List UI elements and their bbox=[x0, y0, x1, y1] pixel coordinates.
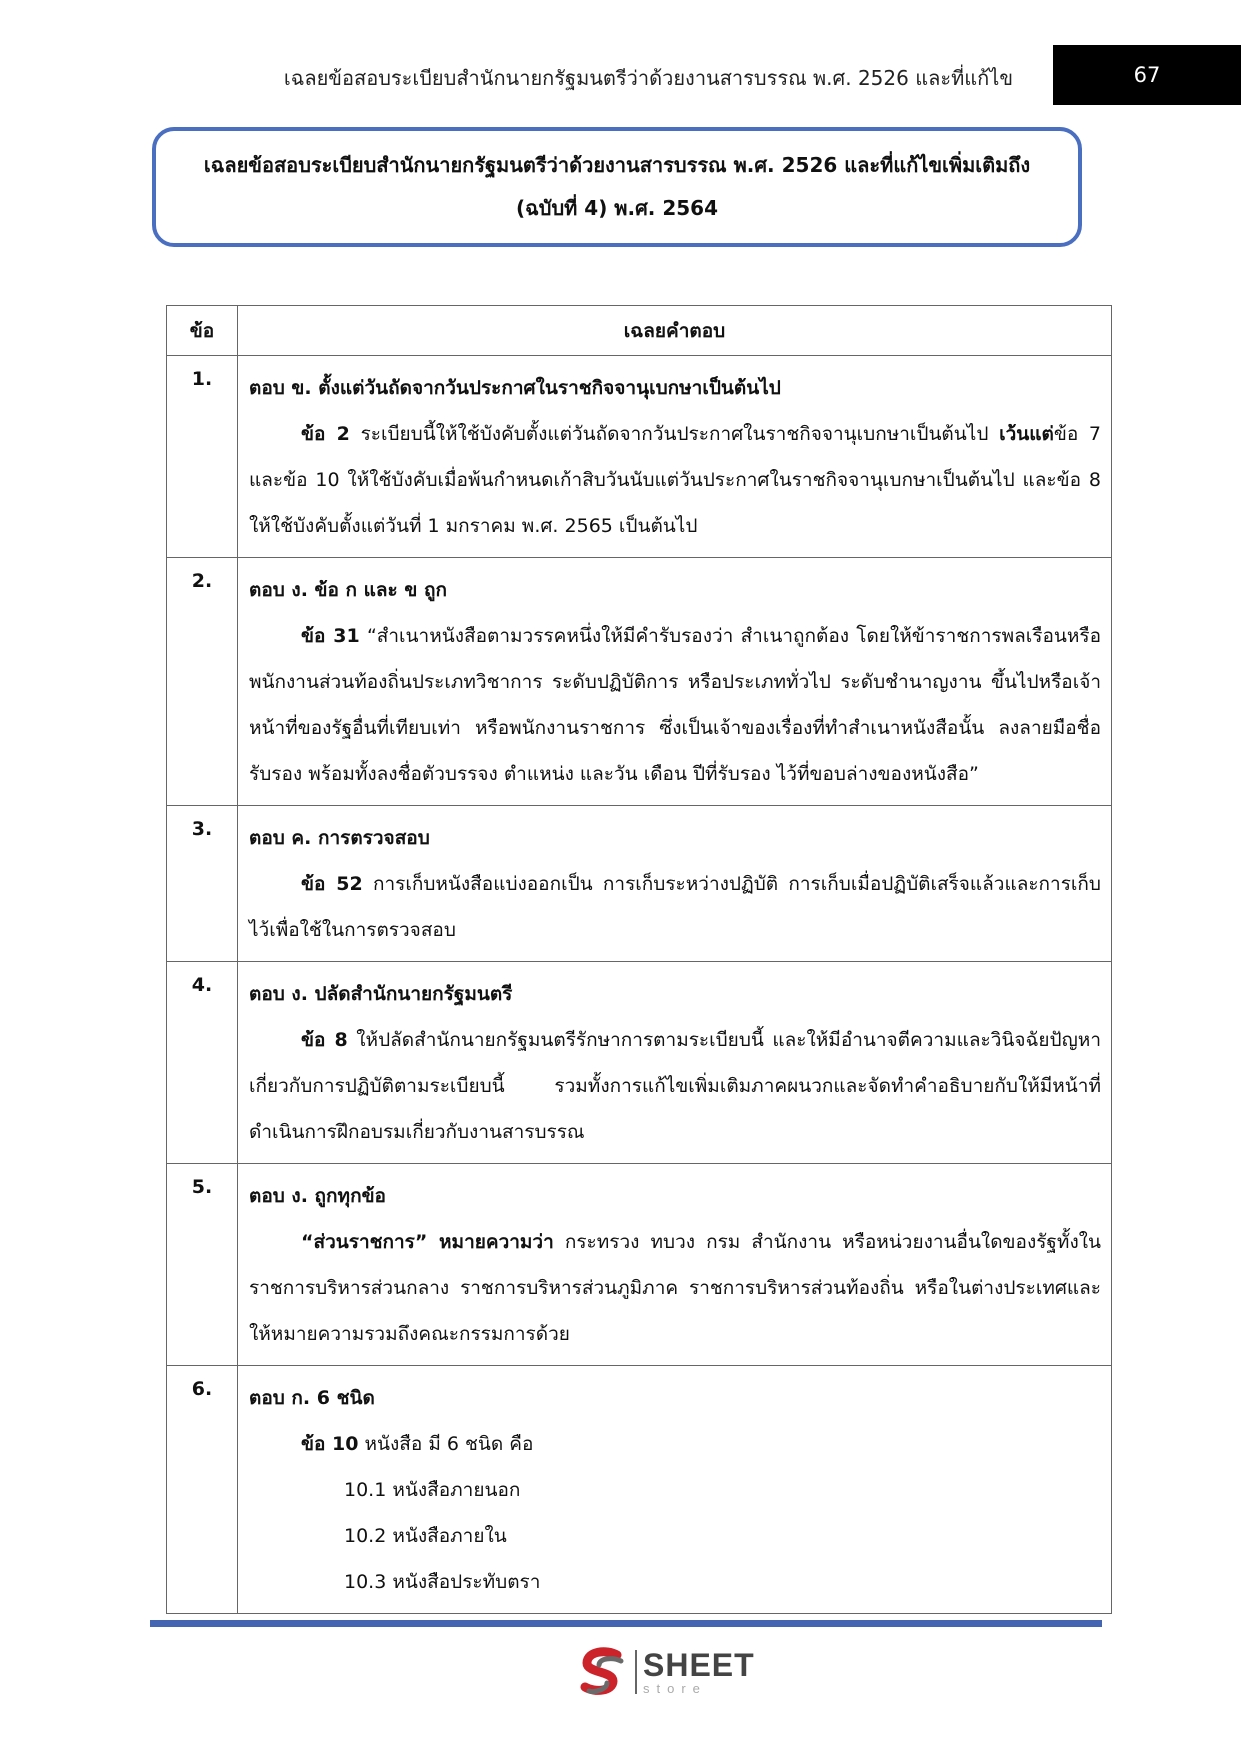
explanation-text: กระทรวง ทบวง กรม สำนักงาน หรือหน่วยงานอื่นใดของรัฐทั้งในราชการบริหารส่วนกลาง ราชการบริหารส่วนภูมิภาค ราชการบริหารส่วนท้องถิ่น หรือในต่างประเทศและให้หมายความรวมถึงคณะกรรมการด้วย bbox=[249, 1231, 1101, 1345]
clause-ref: ข้อ 8 bbox=[301, 1029, 348, 1051]
clause-ref: ข้อ 52 bbox=[301, 873, 363, 895]
answer-line: ตอบ ง. ข้อ ก และ ข ถูก bbox=[249, 579, 447, 601]
list-item: 10.3 หนังสือประทับตรา bbox=[344, 1571, 541, 1593]
answer-cell bbox=[238, 356, 1112, 558]
answer-cell bbox=[238, 1366, 1112, 1614]
running-header: เฉลยข้อสอบระเบียบสำนักนายกรัฐมนตรีว่าด้วยงานสารบรรณ พ.ศ. 2526 และที่แก้ไข bbox=[283, 66, 1013, 90]
explanation-text-2: ข้อ 7 และข้อ 10 ให้ใช้บังคับเมื่อพ้นกำหนดเก้าสิบวันนับแต่วันประกาศในราชกิจจานุเบกษาเป็นต้นไป และข้อ 8 ให้ใช้บังคับตั้งแต่วันที่ 1 มกราคม พ.ศ. 2565 เป็นต้นไป bbox=[249, 423, 1102, 537]
title-box bbox=[152, 127, 1082, 247]
answer-table bbox=[166, 305, 1112, 1614]
sheet-store-logo bbox=[577, 1645, 755, 1699]
definition-term: “ส่วนราชการ” หมายความว่า bbox=[301, 1231, 554, 1253]
row-number: 5. bbox=[167, 1164, 238, 1366]
answer-line: ตอบ ข. ตั้งแต่วันถัดจากวันประกาศในราชกิจจานุเบกษาเป็นต้นไป bbox=[249, 377, 781, 399]
logo-text bbox=[643, 1649, 755, 1695]
clause-ref: ข้อ 31 bbox=[301, 625, 360, 647]
clause-emphasis: เว้นแต่ bbox=[999, 423, 1054, 445]
row-number: 6. bbox=[167, 1366, 238, 1614]
table-row bbox=[167, 806, 1112, 962]
table-row bbox=[167, 1366, 1112, 1614]
row-number: 4. bbox=[167, 962, 238, 1164]
column-header-no: ข้อ bbox=[167, 306, 238, 356]
clause-ref: ข้อ 2 bbox=[301, 423, 350, 445]
table-header-row bbox=[167, 306, 1112, 356]
explanation-text: ให้ปลัดสำนักนายกรัฐมนตรีรักษาการตามระเบียบนี้ และให้มีอำนาจตีความและวินิจฉัยปัญหาเกี่ยวกับการปฏิบัติตามระเบียบนี้ รวมทั้งการแก้ไขเพิ่มเติมภาคผนวกและจัดทำคำอธิบายกับให้มีหน้าที่ดำเนินการฝึกอบรมเกี่ยวกับงานสารบรรณ bbox=[249, 1029, 1101, 1143]
answer-cell bbox=[238, 558, 1112, 806]
list-item: 10.1 หนังสือภายนอก bbox=[344, 1479, 521, 1501]
title-line-2: (ฉบับที่ 4) พ.ศ. 2564 bbox=[515, 196, 719, 220]
explanation bbox=[249, 1219, 1101, 1357]
answer-cell bbox=[238, 806, 1112, 962]
table-row bbox=[167, 558, 1112, 806]
page-number: 67 bbox=[1053, 45, 1241, 105]
explanation-text: หนังสือ มี 6 ชนิด คือ bbox=[358, 1433, 534, 1455]
explanation-text: ระเบียบนี้ให้ใช้บังคับตั้งแต่วันถัดจากวันประกาศในราชกิจจานุเบกษาเป็นต้นไป bbox=[349, 423, 1000, 445]
logo-sub: store bbox=[643, 1681, 707, 1696]
row-number: 2. bbox=[167, 558, 238, 806]
explanation bbox=[249, 1017, 1101, 1155]
row-number: 1. bbox=[167, 356, 238, 558]
clause-ref: ข้อ 10 bbox=[301, 1433, 359, 1455]
list-item: 10.2 หนังสือภายใน bbox=[344, 1525, 507, 1547]
answer-line: ตอบ ค. การตรวจสอบ bbox=[249, 827, 430, 849]
answer-cell bbox=[238, 962, 1112, 1164]
sheet-logo-icon bbox=[577, 1645, 631, 1699]
answer-cell bbox=[238, 1164, 1112, 1366]
explanation bbox=[249, 1421, 1101, 1467]
title-line-1: เฉลยข้อสอบระเบียบสำนักนายกรัฐมนตรีว่าด้วยงานสารบรรณ พ.ศ. 2526 และที่แก้ไขเพิ่มเติมถึง bbox=[203, 153, 1031, 177]
logo-name: SHEET bbox=[643, 1647, 755, 1683]
explanation-text: การเก็บหนังสือแบ่งออกเป็น การเก็บระหว่างปฏิบัติ การเก็บเมื่อปฏิบัติเสร็จแล้วและการเก็บไว้เพื่อใช้ในการตรวจสอบ bbox=[249, 873, 1101, 941]
table-row bbox=[167, 1164, 1112, 1366]
logo-divider bbox=[635, 1650, 637, 1694]
row-number: 3. bbox=[167, 806, 238, 962]
explanation bbox=[249, 861, 1101, 953]
table-row bbox=[167, 962, 1112, 1164]
explanation bbox=[249, 613, 1101, 797]
answer-line: ตอบ ก. 6 ชนิด bbox=[249, 1387, 375, 1409]
column-header-answer: เฉลยคำตอบ bbox=[238, 306, 1112, 356]
footer-rule bbox=[150, 1620, 1102, 1627]
answer-line: ตอบ ง. ถูกทุกข้อ bbox=[249, 1185, 386, 1207]
explanation-text: “สำเนาหนังสือตามวรรคหนึ่งให้มีคำรับรองว่า สำเนาถูกต้อง โดยให้ข้าราชการพลเรือนหรือพนักงานส่วนท้องถิ่นประเภทวิชาการ ระดับปฏิบัติการ หรือประเภททั่วไป ระดับชำนาญงาน ขึ้นไปหรือเจ้าหน้าที่ของรัฐอื่นที่เทียบเท่า หรือพนักงานราชการ ซึ่งเป็นเจ้าของเรื่องที่ทำสำเนาหนังสือนั้น ลงลายมือชื่อรับรอง พร้อมทั้งลงชื่อตัวบรรจง ตำแหน่ง และวัน เดือน ปีที่รับรอง ไว้ที่ขอบล่างของหนังสือ” bbox=[249, 625, 1101, 785]
answer-line: ตอบ ง. ปลัดสำนักนายกรัฐมนตรี bbox=[249, 983, 513, 1005]
explanation bbox=[249, 411, 1101, 549]
table-row bbox=[167, 356, 1112, 558]
